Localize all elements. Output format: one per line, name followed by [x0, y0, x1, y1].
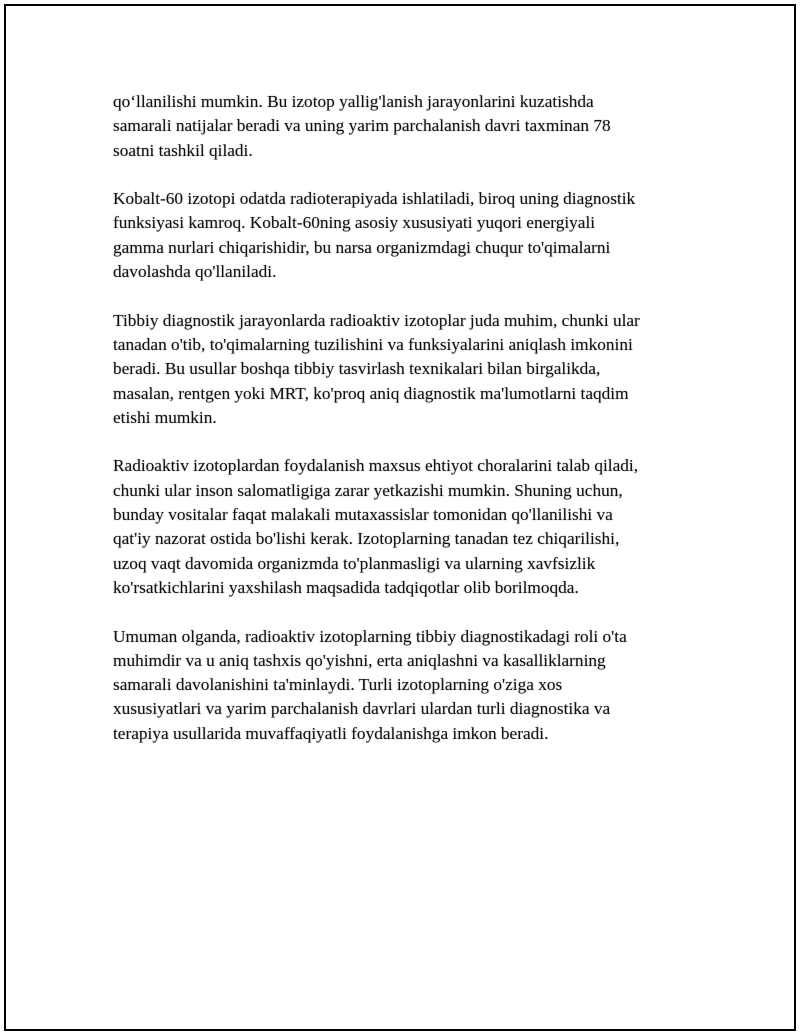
paragraph-5 [113, 625, 693, 746]
paragraph-1 [113, 90, 693, 163]
text-line: terapiya usullarida muvaffaqiyatli foydalanishga imkon beradi. [113, 723, 549, 743]
text-line: uzoq vaqt davomida organizmda to'planmasligi va ularning xavfsizlik [113, 553, 596, 573]
text-line: muhimdir va u aniq tashxis qo'yishni, erta aniqlashni va kasalliklarning [113, 650, 606, 670]
paragraph-4 [113, 454, 693, 600]
text-line: Radioaktiv izotoplardan foydalanish maxsus ehtiyot choralarini talab qiladi, [113, 456, 639, 476]
text-line: Tibbiy diagnostik jarayonlarda radioaktiv izotoplar juda muhim, chunki ular [113, 310, 640, 330]
text-line: samarali natijalar beradi va uning yarim parchalanish davri taxminan 78 [113, 116, 611, 136]
text-line: ko'rsatkichlarini yaxshilash maqsadida tadqiqotlar olib borilmoqda. [113, 577, 579, 597]
text-line: Umuman olganda, radioaktiv izotoplarning tibbiy diagnostikadagi roli o'ta [113, 626, 627, 646]
text-line: beradi. Bu usullar boshqa tibbiy tasvirlash texnikalari bilan birgalikda, [113, 359, 601, 379]
paragraph-2 [113, 187, 693, 284]
text-line: samarali davolanishini ta'minlaydi. Turli izotoplarning o'ziga xos [113, 675, 563, 695]
paragraph-3 [113, 309, 693, 430]
text-line: qo‘llanilishi mumkin. Bu izotop yallig'lanish jarayonlarini kuzatishda [113, 92, 594, 111]
text-line: bunday vositalar faqat malakali mutaxassislar tomonidan qo'llanilishi va [113, 505, 613, 525]
text-line: masalan, rentgen yoki MRT, ko'proq aniq diagnostik ma'lumotlarni taqdim [113, 383, 629, 403]
text-line: qat'iy nazorat ostida bo'lishi kerak. Izotoplarning tanadan tez chiqarilishi, [113, 529, 620, 549]
text-line: xususiyatlari va yarim parchalanish davrlari ulardan turli diagnostika va [113, 699, 611, 719]
text-line: chunki ular inson salomatligiga zarar yetkazishi mumkin. Shuning uchun, [113, 480, 623, 500]
text-line: davolashda qo'llaniladi. [113, 262, 277, 282]
text-line: gamma nurlari chiqarishidir, bu narsa organizmdagi chuqur to'qimalarni [113, 237, 611, 257]
text-line: tanadan o'tib, to'qimalarning tuzilishini va funksiyalarini aniqlash imkonini [113, 334, 633, 354]
text-line: Kobalt-60 izotopi odatda radioterapiyada ishlatiladi, biroq uning diagnostik [113, 189, 636, 209]
text-line: funksiyasi kamroq. Kobalt-60ning asosiy xususiyati yuqori energiyali [113, 213, 596, 233]
text-line: etishi mumkin. [113, 407, 217, 427]
document-body [113, 90, 693, 770]
text-line: soatni tashkil qiladi. [113, 140, 253, 160]
